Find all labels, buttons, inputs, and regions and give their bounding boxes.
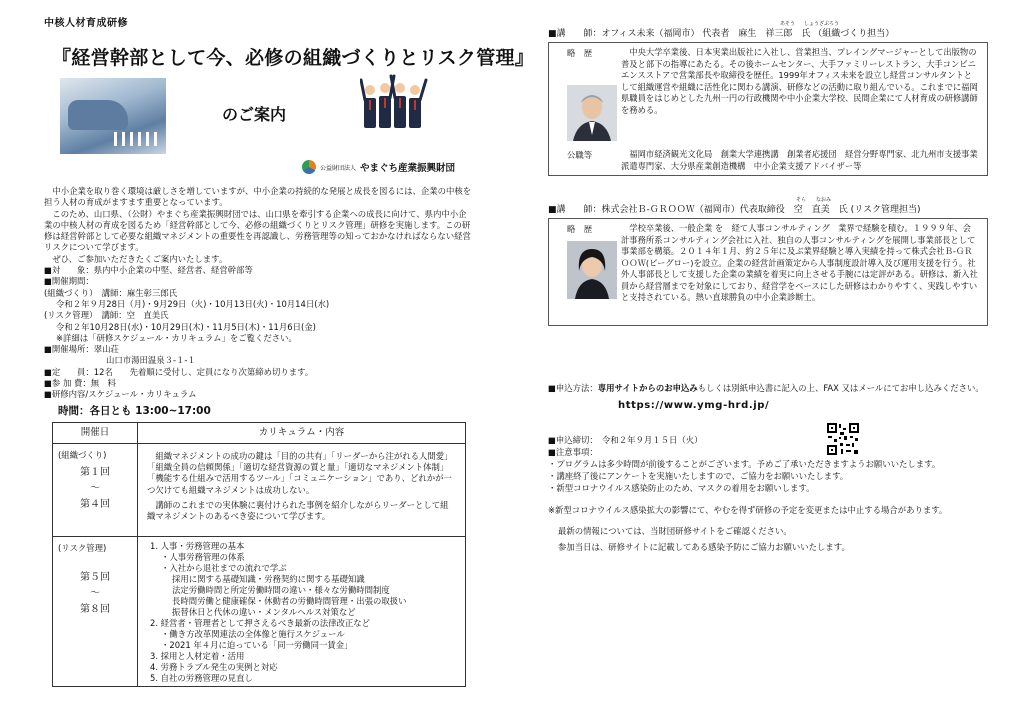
risk-lecturer: (リスク管理） 講師：空 直美氏: [44, 310, 169, 321]
public-label: 公職等: [567, 150, 593, 160]
lecturer2-heading: ■講 師：株式会社Ｂ-ＧＲＯＯＷ（福岡市）代表取締役 空 直美 氏 (リスク管理担当): [548, 205, 921, 215]
session-tilde: ～: [90, 587, 100, 599]
foundation-logo-icon: [302, 160, 316, 174]
list-item: ・入社から退社までの流れで学ぶ: [161, 562, 287, 573]
lecturer1-heading: ■講 師：オフィス未来（福岡市） 代表者 麻生 祥三郎 氏 （組織づくり担当）: [548, 29, 895, 39]
intro-paragraph: このため、山口県、（公財）やまぐち産業振興財団では、山口県を牽引する企業への成長に向けて、県内中小企業の中核人材の育成を図るため「経営幹部として今、必修の組織づくりとリスク管理」研修を実施します。この研修は経営幹部として必要な組織マネジメントの重要性を再認識し、労務管理等の知っておかなければならない経営リスクについて学びます。: [44, 208, 471, 253]
intro-paragraph: 中小企業を取り巻く環境は厳しさを増していますが、中小企業の持続的な発展と成長を図るには、企業の中核を担う人材の育成がますます重要となっています。: [44, 186, 472, 208]
lecturer1-box: [548, 42, 988, 176]
session-tilde: ～: [90, 482, 100, 494]
lecturer1-bio: 中央大学卒業後、日本実業出版社に入社し、営業担当、プレイングマージャーとして出版物の普及と部下の指導にあたる。その後ホームセンター、大手ファミリーレストラン、大手コンビニエンスストアで営業部長や取締役を歴任。1999年オフィス未来を設立し経営コンサルタントとして組織運営や組織に活性化に関わる講演、研修などの活動に取り組んでいる。これまでに福岡県職員をはじめとした九州一円の行政機関や中小企業大学校、民間企業にて人材育成の研修講師を務める。: [621, 47, 978, 115]
corona-notice: ※新型コロナウイルス感染拡大の影響にて、やむを得ず研修の予定を変更または中止する場合があります。: [548, 505, 948, 515]
session-to: 第８回: [80, 603, 110, 615]
apply-deadline: ■申込締切： 令和２年９月１５日（火）: [548, 435, 703, 445]
lecturer2-box: [548, 218, 988, 326]
furigana: なおみ: [816, 197, 832, 203]
column-header: 開催日: [53, 422, 138, 443]
venue: ■開催場所：翠山荘: [44, 344, 119, 355]
risk-dates: 令和２年10月28日(水)・10月29日(木)・11月5日(木)・11月6日(金): [56, 321, 316, 332]
session-from: 第５回: [80, 571, 110, 583]
list-item: ・人事労務管理の体系: [161, 551, 245, 562]
business-people-illustration: [360, 72, 430, 138]
lecturer1-public-posts: 福岡市経済観光文化局 創業大学連携講 創業者応援団 経営分野専門家、北九州市支援事業派遣専門家、大分県産業創造機構 中小企業支援アドバイザー等: [621, 149, 978, 171]
note-item: ・プログラムは多少時間が前後することがございます。予めご了承いただきますようお願いいたします。: [548, 459, 941, 469]
curriculum-text: 組織マネジメントの成功の鍵は「目的の共有」「リーダーから注がれる人間愛」「組織全員の信頼関係」「適切な経営資源の質と量」「適切なマネジメント体制」「機能する仕組みで活用するツール」「コミュニケーション」であり、どれかが一つ欠けても組織マネジメントは成功しない。: [147, 450, 453, 495]
apply-method-text: もしくは別紙申込書に記入の上、FAX 又はメールにてお申し込みください。: [697, 383, 984, 393]
organizer-prefix: 公益財団法人: [320, 164, 357, 172]
venue-address: 山口市湯田温泉３-１-１: [106, 355, 196, 366]
soshiki-dates: 令和２年９月28日（月)・9月29日（火)・10月13日(火)・10月14日(水): [56, 298, 330, 309]
list-item: 法定労働時間と所定労働時間の違い・様々な労働時間制度: [172, 584, 390, 595]
page-title: 『経営幹部として今、必修の組織づくりとリスク管理』: [52, 47, 535, 69]
period-label: ■開催期間：: [44, 276, 94, 287]
list-item: 3. 採用と人材定着・活用: [150, 650, 245, 661]
notes-label: ■注意事項：: [548, 447, 598, 457]
soshiki-lecturer: (組織づくり） 講師：麻生彰三郎氏: [44, 287, 178, 298]
qr-code-icon[interactable]: [826, 422, 860, 456]
furigana: あそう: [780, 21, 796, 27]
bio-label: 略 歴: [567, 224, 593, 234]
list-item: 1. 人事・労務管理の基本: [150, 540, 245, 551]
intro-text: [44, 186, 472, 265]
block-name: (リスク管理): [58, 542, 107, 553]
dominoes-photo: [60, 78, 166, 154]
day-of-notice: 参加当日は、研修サイトに記載してある感染予防にご協力お願いいたします。: [558, 542, 850, 552]
series-label: 中核人材育成研修: [44, 18, 128, 29]
curriculum-table: [52, 422, 466, 687]
block-name: (組織づくり): [58, 449, 107, 460]
left-column: [44, 14, 535, 687]
furigana: そら: [796, 197, 807, 203]
lecturer2-portrait: [567, 241, 617, 299]
schedule-note: ※詳細は「研修スケジュール・カリキュラム」をご覧ください。: [56, 332, 297, 343]
apply-method: [548, 382, 988, 394]
right-column: [548, 21, 988, 553]
lecturer1-section: [548, 21, 988, 176]
furigana: しょうざぶろう: [804, 21, 840, 27]
lecturer2-bio: 学校卒業後、一般企業 を 経て人事コンサルティング 業界で経験を積む。１９９９年、会計事務所系コンサルティング会社に入社、独自の人事コンサルティングを展開し事業部長として事業部を構築。２０１４年１月、約２５年に及ぶ業界経験と導入実績を持って株式会社Ｂ-ＧＲＯＯＷ(ビーグロー)を設立。企業の経営計画策定から人事制度設計導入及び運用支援を行う。社外人事部長として支援した企業の業績を着実に向上させる手腕には定評がある。研修は、新入社員から経営層までを対象にしており、経営学をベースにした研修はわかりやすく、実践しやすいと支持されている。熱い直球勝負の中小企業診断士。: [621, 223, 978, 302]
application-section: [548, 382, 988, 553]
bio-label: 略 歴: [567, 48, 593, 58]
list-item: 4. 労務トラブル発生の実例と対応: [150, 661, 278, 672]
apply-url-link[interactable]: https://www.ymg-hrd.jp/: [618, 400, 770, 411]
subtitle: のご案内: [222, 105, 287, 124]
organizer-name: やまぐち産業振興財団: [360, 163, 456, 174]
note-item: ・講座終了後にアンケートを実施いたしますので、ご協力をお願いいたします。: [548, 471, 849, 481]
session-to: 第４回: [80, 498, 110, 510]
list-item: ・働き方改革関連法の全体像と施行スケジュール: [161, 628, 345, 639]
curriculum-label: ■研修内容/スケジュール・カリキュラム: [44, 389, 197, 400]
table-row: [53, 443, 466, 536]
apply-method-label: ■申込方法：: [548, 383, 598, 393]
fee: ■参 加 費：無 料: [44, 378, 116, 389]
list-item: ・2021 年４月に迫っている「同一労働同一賃金」: [161, 639, 353, 650]
apply-method-highlight: 専用サイトからのお申込み: [597, 383, 698, 393]
curriculum-text: 講師のこれまでの実体験に裏付けられた事例を紹介しながらリーダーとして組織マネジメントのあるべき姿について学びます。: [147, 499, 449, 522]
event-details: [44, 265, 472, 401]
table-row: [53, 536, 466, 686]
schedule-time: 時間：各日とも 13:00~17:00: [58, 404, 211, 417]
note-item: ・新型コロナウイルス感染防止のため、マスクの着用をお願いします。: [548, 483, 815, 493]
table-header-row: [53, 422, 466, 443]
organizer: [302, 160, 455, 174]
target-audience: ■対 象：県内中小企業の中堅、経営者、経営幹部等: [44, 265, 253, 276]
lecturer1-portrait: [567, 85, 617, 141]
session-from: 第１回: [80, 466, 110, 478]
latest-info: 最新の情報については、当財団研修サイトをご確認ください。: [558, 526, 792, 536]
lecturer2-section: [548, 197, 988, 326]
list-item: 2. 経営者・管理者として押さえるべき最新の法律改正など: [150, 617, 371, 628]
intro-paragraph: ぜひ、ご参加いただきたくご案内いたします。: [52, 253, 228, 264]
column-header: カリキュラム・内容: [138, 422, 466, 443]
list-item: 振替休日と代休の違い・メンタルヘルス対策など: [172, 606, 356, 617]
list-item: 長時間労働と健康確保・休動者の労働時間管理・出張の取扱い: [172, 595, 407, 606]
list-item: 5. 自社の労務管理の見直し: [150, 672, 253, 683]
list-item: 採用に関する基礎知識・労務契約に関する基礎知識: [172, 573, 365, 584]
capacity: ■定 員：12名 先着順に受付し、定員になり次第締め切ります。: [44, 366, 314, 377]
hero-area: [44, 76, 472, 172]
